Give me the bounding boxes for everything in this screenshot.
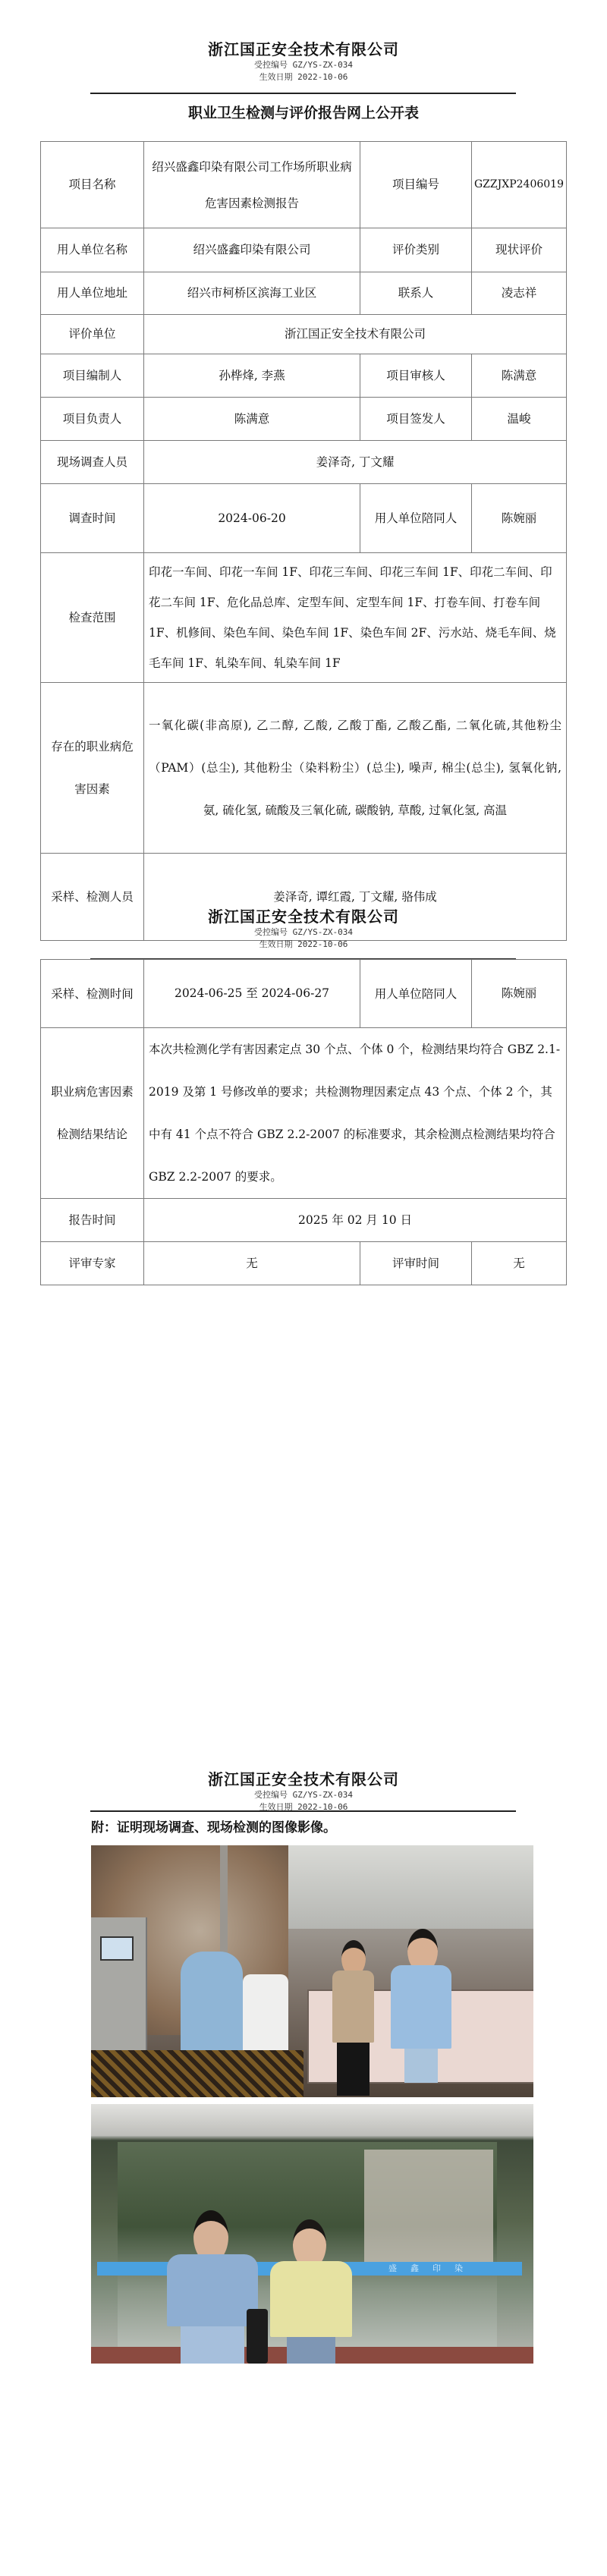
table-row xyxy=(41,228,567,272)
photo-building-reflection xyxy=(364,2150,493,2263)
sampling-time-label: 采样、检测时间 xyxy=(41,960,144,1028)
report-time-label: 报告时间 xyxy=(41,1199,144,1242)
project-name-value: 绍兴盛鑫印染有限公司工作场所职业病危害因素检测报告 xyxy=(144,142,360,228)
table-row xyxy=(41,272,567,315)
effective-date: 生效日期 2022-10-06 xyxy=(259,1802,348,1812)
entrance-group-photo xyxy=(91,2104,533,2364)
employer-name-value: 绍兴盛鑫印染有限公司 xyxy=(144,228,360,272)
compiler-label: 项目编制人 xyxy=(41,354,144,398)
reviewer-label: 项目审核人 xyxy=(360,354,472,398)
table-row xyxy=(41,553,567,683)
effective-date: 生效日期 2022-10-06 xyxy=(259,939,348,949)
investigators-label: 现场调查人员 xyxy=(41,441,144,484)
conclusion-label: 职业病危害因素检测结果结论 xyxy=(41,1028,144,1199)
attachment-caption: 附：证明现场调查、现场检测的图像影像。 xyxy=(91,1820,336,1835)
photo-worker xyxy=(181,1952,243,2065)
project-name-label: 项目名称 xyxy=(41,142,144,228)
table-row xyxy=(41,683,567,854)
compiler-value: 孙桦烽, 李燕 xyxy=(144,354,360,398)
samplers-value: 姜泽奇, 谭红霞, 丁文耀, 骆伟成 xyxy=(144,854,567,941)
table-row xyxy=(41,441,567,484)
document-title: 职业卫生检测与评价报告网上公开表 xyxy=(187,105,419,121)
issuer-label: 项目签发人 xyxy=(360,398,472,441)
photo-grate xyxy=(91,2050,304,2097)
review-time-label: 评审时间 xyxy=(360,1242,472,1285)
photo-inspector-1 xyxy=(332,1940,374,2092)
scope-value: 印花一车间、印花一车间 1F、印花三车间、印花三车间 1F、印花二车间、印花二车间 1F、危化品总库、定型车间、定型车间 1F、打卷车间、打卷车间 1F、机修间、染色车间、染色车间 1F、染色车间 2F、污水站、烧毛车间、烧毛车间 1F、轧染车间、轧染车间 1F xyxy=(144,553,567,683)
review-time-value: 无 xyxy=(472,1242,567,1285)
samplers-label: 采样、检测人员 xyxy=(41,854,144,941)
companion-value: 陈婉丽 xyxy=(472,484,567,553)
experts-value: 无 xyxy=(144,1242,360,1285)
companion-label: 用人单位陪同人 xyxy=(360,484,472,553)
photo-handbag xyxy=(247,2309,268,2364)
scope-label: 检查范围 xyxy=(41,553,144,683)
leader-value: 陈满意 xyxy=(144,398,360,441)
table-row xyxy=(41,484,567,553)
photo-door-frame xyxy=(91,2104,533,2136)
header-divider xyxy=(90,1810,516,1812)
disclosure-table-page1 xyxy=(40,141,567,941)
control-number: 受控编号 GZ/YS-ZX-034 xyxy=(253,1790,354,1800)
issuer-value: 温峻 xyxy=(472,398,567,441)
control-number: 受控编号 GZ/YS-ZX-034 xyxy=(253,927,354,937)
contact-value: 凌志祥 xyxy=(472,272,567,315)
table-row xyxy=(41,315,567,354)
project-no-label: 项目编号 xyxy=(360,142,472,228)
table-row xyxy=(41,354,567,398)
employer-address-value: 绍兴市柯桥区滨海工业区 xyxy=(144,272,360,315)
table-row xyxy=(41,960,567,1028)
effective-date: 生效日期 2022-10-06 xyxy=(259,72,348,82)
page3-header xyxy=(0,1769,607,1813)
leader-label: 项目负责人 xyxy=(41,398,144,441)
photo-panel-screen xyxy=(100,1936,134,1961)
page1-header xyxy=(0,39,607,83)
photo-sign-text: 盛鑫印染 xyxy=(388,2263,476,2273)
eval-unit-value: 浙江国正安全技术有限公司 xyxy=(144,315,567,354)
companion-label: 用人单位陪同人 xyxy=(360,960,472,1028)
contact-label: 联系人 xyxy=(360,272,472,315)
companion-value: 陈婉丽 xyxy=(472,960,567,1028)
project-no-value: GZZJXP2406019 xyxy=(472,142,567,228)
photo-person-1 xyxy=(167,2210,258,2364)
hazards-label: 存在的职业病危害因素 xyxy=(41,683,144,854)
photo-inspector-2 xyxy=(391,1929,451,2097)
company-name: 浙江国正安全技术有限公司 xyxy=(208,907,399,926)
eval-type-value: 现状评价 xyxy=(472,228,567,272)
company-name: 浙江国正安全技术有限公司 xyxy=(208,40,399,58)
report-time-value: 2025 年 02 月 10 日 xyxy=(144,1199,567,1242)
hazards-value: 一氧化碳(非高原), 乙二醇, 乙酸, 乙酸丁酯, 乙酸乙酯, 二氧化硫,其他粉尘（PAM）(总尘), 其他粉尘（染料粉尘）(总尘), 噪声, 棉尘(总尘), 氢氧化钠, 氨, 硫化氢, 硫酸及三氧化硫, 碳酸钠, 草酸, 过氧化氢, 高温 xyxy=(144,683,567,854)
disclosure-table-page2 xyxy=(40,959,567,1285)
photo-person-2 xyxy=(270,2219,352,2364)
reviewer-value: 陈满意 xyxy=(472,354,567,398)
header-divider xyxy=(90,93,516,94)
page2-header xyxy=(0,907,607,951)
table-row xyxy=(41,398,567,441)
survey-time-label: 调查时间 xyxy=(41,484,144,553)
employer-name-label: 用人单位名称 xyxy=(41,228,144,272)
table-row xyxy=(41,142,567,228)
sampling-time-value: 2024-06-25 至 2024-06-27 xyxy=(144,960,360,1028)
table-row xyxy=(41,1242,567,1285)
employer-address-label: 用人单位地址 xyxy=(41,272,144,315)
photo-ceiling xyxy=(288,1845,533,1929)
experts-label: 评审专家 xyxy=(41,1242,144,1285)
investigators-value: 姜泽奇, 丁文耀 xyxy=(144,441,567,484)
factory-inspection-photo xyxy=(91,1845,533,2097)
conclusion-value: 本次共检测化学有害因素定点 30 个点、个体 0 个，检测结果均符合 GBZ 2.1-2019 及第 1 号修改单的要求；共检测物理因素定点 43 个点、个体 2 个，其中有 41 个点不符合 GBZ 2.2-2007 的标准要求，其余检测点检测结果均符合 GBZ 2.2-2007 的要求。 xyxy=(144,1028,567,1199)
table-row xyxy=(41,1199,567,1242)
eval-type-label: 评价类别 xyxy=(360,228,472,272)
table-row xyxy=(41,1028,567,1199)
control-number: 受控编号 GZ/YS-ZX-034 xyxy=(253,60,354,70)
eval-unit-label: 评价单位 xyxy=(41,315,144,354)
company-name: 浙江国正安全技术有限公司 xyxy=(208,1770,399,1788)
survey-time-value: 2024-06-20 xyxy=(144,484,360,553)
